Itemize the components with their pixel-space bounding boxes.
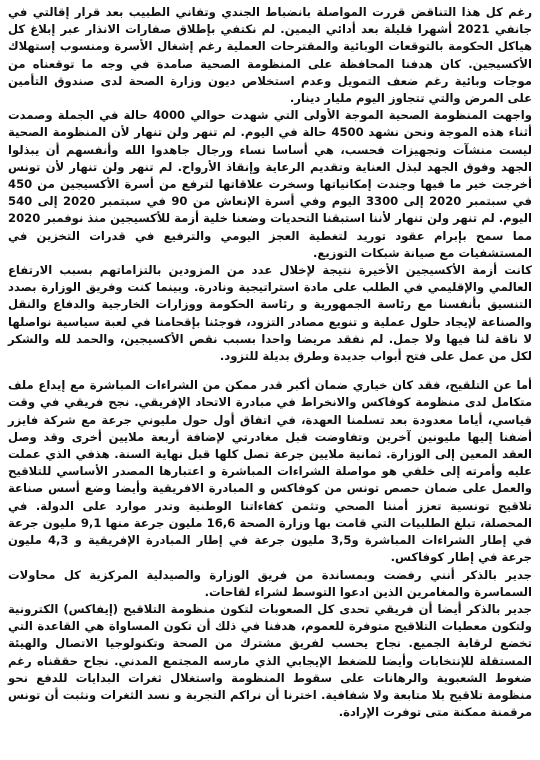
paragraph-brokers: جدير بالذكر أنني رفضت وبمساندة من فريق الوزارة والصيدلية المركزية كل محاولات السماسرة والمغامرين الذين ادعوا التوسط لشراء لقاحات. (8, 567, 532, 599)
paragraph-evax: جدير بالذكر أيضا أن فريقي تحدى كل الصعوبات لتكون منظومة التلاقيح (إيفاكس) الكترونية ولتكون معطيات التلاقيح متوفرة للعموم، هدفنا في ذلك أن تكون المساواة هي القاعدة التي تخضع لرقابة الجميع. نجاح يحسب لفريق مشترك من الصحة وتكنولوجيا الاتصال والهيئة المستقلة للإنتخابات وأيضا للضغط الإيجابي الذي مارسه المجتمع المدني. نجاح حققناه رغم ضغوط الشعبوية والرهانات على سقوط المنظومة واستغلال ثغرات البدايات للدفع نحو منظومة تلاقيح بلا متابعة ولا شفافية. اخترنا أن نراكم التجربة و نسد الثغرات ونثبت أن تونس مرقمنة ممكنة متى توفرت الإرادة. (8, 601, 532, 720)
paragraph-vaccination: أما عن التلقيح، فقد كان خياري ضمان أكبر قدر ممكن من الشراءات المباشرة مع إيداع ملف متكامل لدى منظومة كوفاكس والانخراط في مبادرة الاتحاد الإفريقي. نجح فريقي في وقت قياسي، أياما معدودة بعد تسلمنا العهدة، في اتفاق أول حول مليوني جرعة مع شركة فايزر أضفنا إليها مليونين آخرين وتفاوضت قبل مغادرتي لإضافة أربعة ملايين أخرى وقد وصل العقد المعين إلى الوزارة. ثمانية ملايين جرعة تصل كلها قبل نهاية السنة. هذفي الذي عملت عليه وأمرته إلى خلفي هو مواصلة الشراءات المباشرة و اعتبارها المصدر الأساسي للتلاقيح والعمل على ضمان حصص تونس من كوفاكس و المبادرة الافريقية وأيضا وضع أسس صناعة تلاقيح تونسية تعزز أمننا الصحي وتثمن كفاءاتنا الوطنية وتدر موارد على الدولة. في المحصلة، تبلغ الطلبيات التي قامت بها وزارة الصحة 16,6 مليون جرعة منها 9,1 مليون جرعة في إطار الشراءات المباشرة و3,5 مليون جرعة في إطار المبادرة الإفريقية و 4,3 مليون جرعة في إطار كوفاكس. (8, 378, 532, 565)
paragraph-dismissal: رغم كل هذا التناقض قررت المواصلة بانضباط الجندي وتفاني الطبيب بعد قرار إقالتي في جانفي 2021 أشهرا قليلة بعد أدائي اليمين. لم نكتفي بإطلاق صفارات الانذار عبر إبلاغ كل هياكل الحكومة بالتوقعات الوبائية والمقترحات العملية رغم إشغال الأسرة ومنسوب إستهلاك الأكسيجين. كان هدفنا المحافظة على المنظومة الصحية صامدة في وجه ما توقعناه من موجات وبائية رغم ضعف التمويل وعدم استخلاص ديون وزارة الصحة لدى صندوق التأمين على المرض والتي تتجاوز اليوم مليار دينار. (8, 5, 532, 106)
paragraph-oxygen-crisis: كانت أزمة الأكسيجين الأخيرة نتيجة لإخلال عدد من المزودين بالتزاماتهم بسبب الارتفاع العالمي والإقليمي في الطلب على مادة استراتيجية ونادرة. وبينما كنت وفريق الوزارة بصدد التنسيق بأنفسنا مع رئاسة الجمهورية و رئاسة الحكومة ووزارات الخارجية والدفاع والنقل والصناعة لإيجاد حلول عملية و تنويع مصادر التزود، فوجئنا بإقحامنا في لعبة سياسية نواصلها لا ناقة لنا فيها ولا جمل. لم نفقد مريضا واحدا بسبب نقص الأكسيجين، والحمد لله والشكر لكل من عمل على فتح أبواب جديدة وطرق بديلة للتزود. (8, 263, 532, 364)
paragraph-gap (8, 365, 532, 377)
paragraph-health-system: واجهت المنظومة الصحية الموجة الأولى التي شهدت حوالي 4000 حالة في الجملة وصمدت أثناء هذه الموجة ونحن نشهد 4500 حالة في اليوم. لم تنهر ولن تنهار لأن المنظومة الصحية ليست منشآت وتجهيزات فحسب، هي أساسا نساء ورجال جاهدوا الله وأنفسهم أن يبذلوا الجهد وفوق الجهد لبذل العناية وتقديم الرعاية وإنقاذ الأرواح. لم تنهر ولن تنهار لأن تونس أخرجت خير ما فيها وجندت إمكانياتها وسخرت علاقاتها لترفع من أسرة الأكسيجين من 450 في سبتمبر 2020 إلى 3300 اليوم وفي أسرة الإنعاش من 90 في سبتمبر 2020 إلى 540 اليوم. لم تنهر ولن تنهار لأننا استبقنا التحديات وضعنا خلية أزمة للأكسيجين منذ نوفمبر 2020 مما سمح بإبرام عقود توريد لتغطية العجز اليومي والترفيع في قدرات التخزين في المستشفيات مع صيانة شبكات التوزيع. (8, 108, 532, 260)
